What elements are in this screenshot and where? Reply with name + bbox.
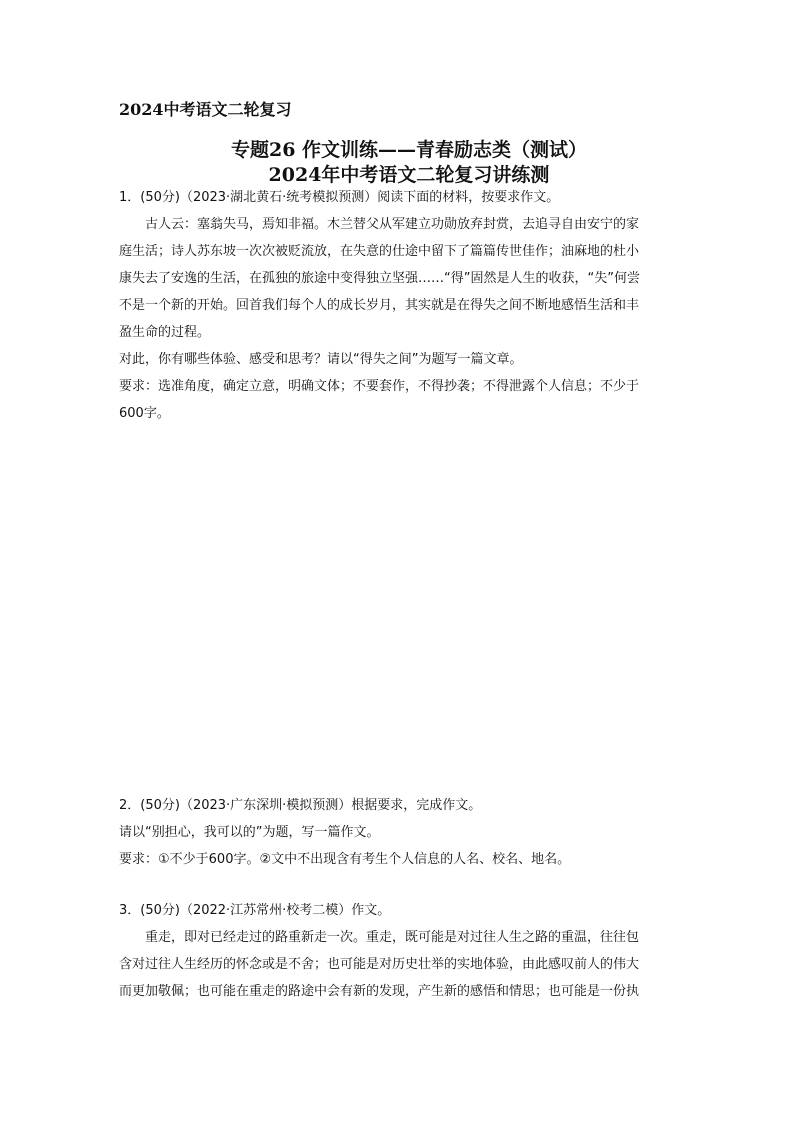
question-3-material-line: 含对过往人生经历的怀念或是不舍；也可能是对历史壮举的实地体验，由此感叹前人的伟大	[119, 957, 640, 972]
question-2-requirement: 要求：①不少于600字。②文中不出现含有考生个人信息的人名、校名、地名。	[119, 852, 571, 867]
header-label: 2024中考语文二轮复习	[119, 100, 292, 119]
question-1-material-line: 古人云：塞翁失马，焉知非福。木兰替父从军建立功勋放弃封赏，去追寻自由安宁的家	[145, 217, 640, 232]
question-1-material-line: 康失去了安逸的生活，在孤独的旅途中变得独立坚强……“得”固然是人生的收获，“失”何尝	[119, 271, 640, 286]
document-subtitle: 2024年中考语文二轮复习讲练测	[268, 164, 550, 186]
question-1	[119, 184, 679, 427]
question-3	[119, 897, 679, 1005]
question-1-material-line: 不是一个新的开始。回首我们每个人的成长岁月，其实就是在得失之间不断地感悟生活和丰	[119, 298, 640, 313]
question-1-head: 1．(50分)（2023·湖北黄石·统考模拟预测）阅读下面的材料，按要求作文。	[119, 190, 560, 205]
question-1-requirement: 要求：选准角度，确定立意，明确文体；不要套作，不得抄袭；不得泄露个人信息；不少于	[119, 379, 640, 394]
question-1-material-line: 庭生活；诗人苏东坡一次次被贬流放，在失意的仕途中留下了篇篇传世佳作；油麻地的杜小	[119, 244, 640, 259]
question-2	[119, 792, 679, 873]
question-1-requirement-cont: 600字。	[119, 406, 170, 421]
question-3-head: 3．(50分)（2022·江苏常州·校考二模）作文。	[119, 903, 391, 918]
question-3-material-line: 而更加敬佩；也可能在重走的路途中会有新的发现，产生新的感悟和情思；也可能是一份执	[119, 984, 640, 999]
question-3-material-line: 重走，即对已经走过的路重新走一次。重走，既可能是对过往人生之路的重温，往往包	[145, 930, 640, 945]
question-2-head: 2．(50分)（2023·广东深圳·模拟预测）根据要求，完成作文。	[119, 798, 482, 813]
document-title: 专题26 作文训练——青春励志类（测试）	[230, 139, 588, 161]
question-1-material-line: 盈生命的过程。	[119, 325, 211, 340]
question-1-prompt: 对此，你有哪些体验、感受和思考？请以“得失之间”为题写一篇文章。	[119, 352, 523, 367]
question-2-prompt: 请以“别担心，我可以的”为题，写一篇作文。	[119, 825, 380, 840]
